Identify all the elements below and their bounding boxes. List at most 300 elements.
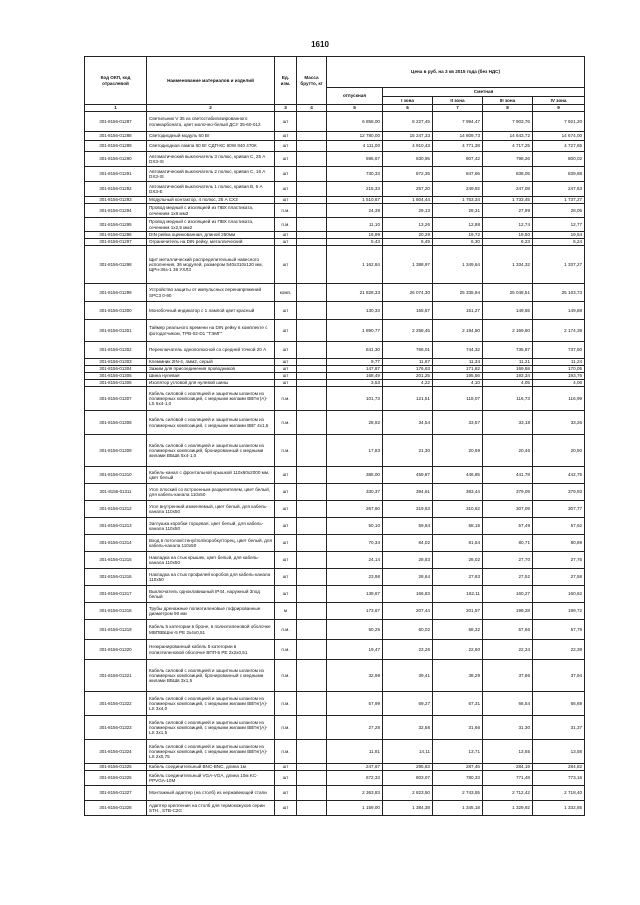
cell-mass <box>297 535 327 552</box>
cell-name: Кабель силовой с изоляцией и защитным шлангом из полимерных композиций, с медными жилами ВВГнг(А)-LS 3х1,5 <box>147 716 275 740</box>
table-row <box>85 141 585 152</box>
cell-name: Автоматический выключатель 2 полюс, кривая С, 16 A DX3-IS <box>147 167 275 182</box>
cell-name: Автоматический выключатель 1 полюс, кривая В, 6 А DX3-E <box>147 182 275 197</box>
table-row <box>85 435 585 467</box>
cell-release-price: 215,33 <box>327 182 383 197</box>
cell-code: 301-8156-01327 <box>85 786 147 801</box>
cell-zone2-price: 287,46 <box>433 764 483 771</box>
cell-code: 301-8156-01301 <box>85 320 147 342</box>
cell-code: 301-8156-01317 <box>85 586 147 603</box>
cell-name: Кабель силовой с изоляцией и защитным шлангом из полимерных композиций, с медными жилами ВВГнг(А)-LS 5х4-1,0 <box>147 387 275 411</box>
page-number: 1610 <box>311 40 329 49</box>
cell-unit: п.м. <box>275 435 297 467</box>
cell-zone2-price: 22,60 <box>433 640 483 660</box>
cell-zone3-price: 284,19 <box>483 764 533 771</box>
column-number: 5 <box>327 105 383 112</box>
cell-release-price: 6 858,00 <box>327 112 383 132</box>
cell-name: Неэкранированный кабель 5 категории в полиэтиленовой оболочке ВПП-5 PE 2х2х0,51 <box>147 640 275 660</box>
cell-unit: шт <box>275 586 297 603</box>
cell-unit: п.м. <box>275 660 297 692</box>
cell-zone3-price: 33,18 <box>483 411 533 435</box>
cell-zone2-price: 58,32 <box>433 620 483 640</box>
cell-name: Кабель-канал с фронтальной крышкой 110х60х2000 мм, цвет белый <box>147 467 275 484</box>
cell-zone1-price: 207,44 <box>383 603 433 620</box>
cell-zone2-price: 162,11 <box>433 586 483 603</box>
cell-zone1-price: 6,49 <box>383 239 433 246</box>
cell-mass <box>297 302 327 320</box>
table-row <box>85 380 585 387</box>
cell-unit: п.м. <box>275 620 297 640</box>
cell-zone4-price: 170,05 <box>533 366 585 373</box>
cell-zone4-price: 1 737,27 <box>533 197 585 204</box>
cell-zone2-price: 25 335,94 <box>433 284 483 302</box>
cell-zone1-price: 1 384,38 <box>383 801 433 816</box>
cell-zone1-price: 4,22 <box>383 380 433 387</box>
cell-zone3-price: 1 334,32 <box>483 246 533 284</box>
cell-release-price: 3,53 <box>327 380 383 387</box>
header-zone1: I зона <box>383 97 433 105</box>
cell-mass <box>297 197 327 204</box>
cell-code: 301-8156-01300 <box>85 302 147 320</box>
cell-release-price: 1 510,67 <box>327 197 383 204</box>
cell-unit: шт <box>275 182 297 197</box>
table-row <box>85 359 585 366</box>
table-row <box>85 320 585 342</box>
cell-name: Автоматический выключатель 3 полюс, кривая С, 25 A DX3-IS <box>147 152 275 167</box>
table-row <box>85 786 585 801</box>
cell-name: Накладка на стык крышек, цвет белый, для кабель-канала 110х50 <box>147 552 275 569</box>
table-row <box>85 411 585 435</box>
price-table <box>84 56 585 816</box>
cell-zone1-price: 21,30 <box>383 435 433 467</box>
table-row <box>85 197 585 204</box>
table-row <box>85 716 585 740</box>
cell-mass <box>297 112 327 132</box>
cell-release-price: 139,67 <box>327 586 383 603</box>
cell-code: 301-8156-01292 <box>85 182 147 197</box>
cell-code: 301-8156-01312 <box>85 501 147 518</box>
cell-zone4-price: 1 332,85 <box>533 801 585 816</box>
column-number: 6 <box>383 105 433 112</box>
cell-zone1-price: 176,63 <box>383 366 433 373</box>
table-body <box>85 112 585 816</box>
cell-zone4-price: 19,54 <box>533 232 585 239</box>
cell-zone3-price: 27,52 <box>483 569 533 586</box>
cell-zone4-price: 12,77 <box>533 218 585 232</box>
cell-release-price: 16,99 <box>327 232 383 239</box>
cell-code: 301-8156-01310 <box>85 467 147 484</box>
cell-zone3-price: 13,55 <box>483 740 533 764</box>
cell-zone2-price: 1 345,18 <box>433 801 483 816</box>
cell-zone2-price: 383,44 <box>433 484 483 501</box>
cell-code: 301-8156-01303 <box>85 359 147 366</box>
cell-unit: шт <box>275 467 297 484</box>
cell-release-price: 23,98 <box>327 569 383 586</box>
cell-code: 301-8156-01306 <box>85 380 147 387</box>
cell-name: Провод медный с изоляцией из ПВХ пластиката, сечением 1х2,5 мм2 <box>147 218 275 232</box>
cell-zone3-price: 199,28 <box>483 603 533 620</box>
cell-zone3-price: 57,66 <box>483 620 533 640</box>
cell-unit: шт <box>275 501 297 518</box>
cell-zone1-price: 166,83 <box>383 586 433 603</box>
cell-unit: шт <box>275 366 297 373</box>
cell-name: Выключатель одноклавишный IP44, наружный 3под белый <box>147 586 275 603</box>
cell-unit: шт <box>275 518 297 535</box>
cell-name: Светодиодный модуль 60 Вт <box>147 132 275 141</box>
cell-name: Кабель силовой с изоляцией и защитным шлангом из полимерных композиций, с медными жилами ВВГнг(А)-LS 3х4,0 <box>147 692 275 716</box>
cell-release-price: 2 363,83 <box>327 786 383 801</box>
cell-code: 301-8156-01294 <box>85 204 147 218</box>
cell-zone1-price: 11,67 <box>383 359 433 366</box>
table-row <box>85 801 585 816</box>
cell-release-price: 730,33 <box>327 167 383 182</box>
cell-zone4-price: 247,63 <box>533 182 585 197</box>
cell-mass <box>297 786 327 801</box>
column-number: 8 <box>483 105 533 112</box>
table-row <box>85 239 585 246</box>
cell-unit: шт <box>275 771 297 786</box>
cell-zone1-price: 830,95 <box>383 152 433 167</box>
table-row <box>85 771 585 786</box>
cell-mass <box>297 342 327 359</box>
cell-name: Кабель силовой с изоляцией и защитным шлангом из полимерных композиций, с медными жилами ВВГнг(А)-LS 2х0,75 <box>147 740 275 764</box>
cell-unit: шт <box>275 380 297 387</box>
cell-zone3-price: 771,48 <box>483 771 533 786</box>
cell-zone1-price: 766,01 <box>383 342 433 359</box>
cell-release-price: 330,37 <box>327 484 383 501</box>
cell-mass <box>297 518 327 535</box>
table-row <box>85 342 585 359</box>
cell-mass <box>297 716 327 740</box>
cell-zone4-price: 199,72 <box>533 603 585 620</box>
cell-zone4-price: 7 921,20 <box>533 112 585 132</box>
cell-zone4-price: 160,62 <box>533 586 585 603</box>
cell-unit: комп. <box>275 284 297 302</box>
cell-zone3-price: 27,99 <box>483 204 533 218</box>
cell-unit: м <box>275 603 297 620</box>
cell-zone3-price: 11,21 <box>483 359 533 366</box>
cell-mass <box>297 764 327 771</box>
cell-unit: п.м. <box>275 387 297 411</box>
cell-unit: шт <box>275 801 297 816</box>
cell-zone1-price: 257,20 <box>383 182 433 197</box>
cell-zone3-price: 379,09 <box>483 484 533 501</box>
cell-zone1-price: 803,07 <box>383 771 433 786</box>
cell-zone4-price: 839,88 <box>533 167 585 182</box>
cell-release-price: 32,99 <box>327 660 383 692</box>
cell-zone4-price: 4 727,65 <box>533 141 585 152</box>
cell-zone4-price: 193,76 <box>533 373 585 380</box>
cell-code: 301-8156-01302 <box>85 342 147 359</box>
cell-zone4-price: 800,02 <box>533 152 585 167</box>
cell-unit: шт <box>275 373 297 380</box>
cell-release-price: 50,25 <box>327 620 383 640</box>
cell-name: Угол плоский со встроенным разделителем, цвет белый, для кабель-канала 110х50 <box>147 484 275 501</box>
header-mass: Масса брутто, кг <box>297 57 327 105</box>
cell-code: 301-8156-01291 <box>85 167 147 182</box>
cell-code: 301-8156-01324 <box>85 740 147 764</box>
cell-zone3-price: 1 329,92 <box>483 801 533 816</box>
cell-zone4-price: 116,99 <box>533 387 585 411</box>
cell-release-price: 385,00 <box>327 467 383 484</box>
cell-zone2-price: 28,02 <box>433 552 483 569</box>
cell-code: 301-8156-01309 <box>85 435 147 467</box>
cell-zone2-price: 33,57 <box>433 411 483 435</box>
cell-zone4-price: 442,75 <box>533 467 585 484</box>
cell-unit: шт <box>275 239 297 246</box>
cell-mass <box>297 167 327 182</box>
cell-release-price: 19,47 <box>327 640 383 660</box>
cell-zone1-price: 32,58 <box>383 716 433 740</box>
cell-zone3-price: 169,68 <box>483 366 533 373</box>
cell-code: 301-8156-01326 <box>85 771 147 786</box>
cell-zone2-price: 249,92 <box>433 182 483 197</box>
cell-zone3-price: 19,50 <box>483 232 533 239</box>
cell-code: 301-8156-01319 <box>85 620 147 640</box>
cell-mass <box>297 620 327 640</box>
cell-release-price: 57,99 <box>327 692 383 716</box>
cell-zone2-price: 2 194,50 <box>433 320 483 342</box>
column-number: 9 <box>533 105 585 112</box>
cell-mass <box>297 692 327 716</box>
cell-zone3-price: 160,27 <box>483 586 533 603</box>
table-row <box>85 764 585 771</box>
cell-zone2-price: 38,29 <box>433 660 483 692</box>
table-row <box>85 302 585 320</box>
cell-mass <box>297 552 327 569</box>
cell-mass <box>297 373 327 380</box>
cell-zone4-price: 27,76 <box>533 552 585 569</box>
table-row <box>85 640 585 660</box>
cell-code: 301-8156-01296 <box>85 232 147 239</box>
cell-mass <box>297 204 327 218</box>
cell-code: 301-8156-01295 <box>85 218 147 232</box>
cell-zone3-price: 838,05 <box>483 167 533 182</box>
header-unit: Ед. изм. <box>275 57 297 105</box>
cell-zone2-price: 6,30 <box>433 239 483 246</box>
cell-zone2-price: 1 349,64 <box>433 246 483 284</box>
cell-zone4-price: 4,06 <box>533 380 585 387</box>
cell-zone2-price: 12,88 <box>433 218 483 232</box>
cell-code: 301-8156-01307 <box>85 387 147 411</box>
cell-zone4-price: 11,24 <box>533 359 585 366</box>
cell-zone2-price: 195,56 <box>433 373 483 380</box>
cell-zone1-price: 34,54 <box>383 411 433 435</box>
cell-zone2-price: 13,71 <box>433 740 483 764</box>
cell-zone1-price: 20,29 <box>383 232 433 239</box>
cell-release-price: 4 111,00 <box>327 141 383 152</box>
cell-zone4-price: 80,89 <box>533 535 585 552</box>
cell-zone3-price: 193,34 <box>483 373 533 380</box>
cell-unit: шт <box>275 320 297 342</box>
column-number: 1 <box>85 105 147 112</box>
table-row <box>85 552 585 569</box>
cell-code: 301-8156-01305 <box>85 373 147 380</box>
cell-unit: шт <box>275 535 297 552</box>
cell-code: 301-8156-01315 <box>85 552 147 569</box>
cell-zone3-price: 20,46 <box>483 435 533 467</box>
cell-zone2-price: 780,33 <box>433 771 483 786</box>
cell-zone3-price: 66,54 <box>483 692 533 716</box>
cell-name: Кабель силовой с изоляцией и защитным шлангом из полимерных композиций, бронированный с медными жилами ВБШв 5х4-1,0 <box>147 435 275 467</box>
table-row <box>85 152 585 167</box>
table-row <box>85 284 585 302</box>
price-table-sheet <box>84 56 584 816</box>
cell-zone3-price: 735,87 <box>483 342 533 359</box>
cell-release-price: 9,77 <box>327 359 383 366</box>
cell-zone3-price: 2 712,42 <box>483 786 533 801</box>
cell-release-price: 12 780,00 <box>327 132 383 141</box>
cell-code: 301-8156-01293 <box>85 197 147 204</box>
cell-zone4-price: 25 103,73 <box>533 284 585 302</box>
cell-zone3-price: 798,26 <box>483 152 533 167</box>
cell-release-price: 11,81 <box>327 740 383 764</box>
header-name: Наименование материалов и изделий <box>147 57 275 105</box>
cell-name: Заглушка коробки торцевая, цвет белый, для кабель-канала 110х50 <box>147 518 275 535</box>
cell-mass <box>297 801 327 816</box>
cell-code: 301-8156-01325 <box>85 764 147 771</box>
header-estimate: Сметная <box>383 88 585 97</box>
cell-zone3-price: 37,86 <box>483 660 533 692</box>
cell-release-price: 17,83 <box>327 435 383 467</box>
cell-release-price: 147,87 <box>327 366 383 373</box>
cell-zone2-price: 58,15 <box>433 518 483 535</box>
cell-unit: шт <box>275 246 297 284</box>
cell-unit: шт <box>275 167 297 182</box>
table-row <box>85 387 585 411</box>
cell-zone1-price: 14,11 <box>383 740 433 764</box>
cell-name: Кабель соединительный BNC-BNC, длина 1м <box>147 764 275 771</box>
cell-mass <box>297 232 327 239</box>
cell-release-price: 70,34 <box>327 535 383 552</box>
cell-unit: шт <box>275 132 297 141</box>
cell-name: Изолятор угловой для нулевой шины <box>147 380 275 387</box>
column-number-row <box>85 105 585 112</box>
cell-zone2-price: 19,72 <box>433 232 483 239</box>
cell-mass <box>297 640 327 660</box>
cell-zone1-price: 28,64 <box>383 569 433 586</box>
cell-release-price: 247,67 <box>327 764 383 771</box>
table-row <box>85 535 585 552</box>
cell-zone3-price: 22,34 <box>483 640 533 660</box>
cell-name: Провод медный с изоляцией из ПВХ пластиката, сечением 1х6 мм2 <box>147 204 275 218</box>
cell-name: Шина нулевая <box>147 373 275 380</box>
cell-zone4-price: 14 674,00 <box>533 132 585 141</box>
header-zone4: IV зона <box>533 97 585 105</box>
cell-zone2-price: 28,31 <box>433 204 483 218</box>
cell-name: Кабель силовой с изоляцией и защитным шлангом из полимерных композиций, с медными жилами ВВГ 4х1,5 <box>147 411 275 435</box>
cell-unit: п.м. <box>275 640 297 660</box>
cell-name: Зажим для присоединения проводников <box>147 366 275 373</box>
cell-mass <box>297 132 327 141</box>
cell-zone2-price: 67,31 <box>433 692 483 716</box>
cell-unit: шт <box>275 786 297 801</box>
cell-name: Кабель соединительный VGA-VGA, длина 10м KC-PPVGA-10M <box>147 771 275 786</box>
cell-name: Щит металлический распределительный навесного исполнения, 36 модулей, размером 540х310х120 мм, ЩРн-36з-1 36 УХЛ3 <box>147 246 275 284</box>
table-row <box>85 518 585 535</box>
cell-zone3-price: 25 048,51 <box>483 284 533 302</box>
cell-zone1-price: 8 227,45 <box>383 112 433 132</box>
cell-zone3-price: 57,49 <box>483 518 533 535</box>
cell-release-price: 27,28 <box>327 716 383 740</box>
header-zone2: II зона <box>433 97 483 105</box>
cell-zone1-price: 121,51 <box>383 387 433 411</box>
table-row <box>85 467 585 484</box>
cell-code: 301-8156-01290 <box>85 152 147 167</box>
cell-release-price: 24,14 <box>327 552 383 569</box>
cell-mass <box>297 484 327 501</box>
cell-unit: шт <box>275 152 297 167</box>
cell-mass <box>297 359 327 366</box>
cell-zone2-price: 807,42 <box>433 152 483 167</box>
cell-zone1-price: 394,61 <box>383 484 433 501</box>
cell-release-price: 11,10 <box>327 218 383 232</box>
cell-unit: шт <box>275 112 297 132</box>
cell-zone4-price: 379,93 <box>533 484 585 501</box>
cell-release-price: 1 162,84 <box>327 246 383 284</box>
cell-zone2-price: 20,69 <box>433 435 483 467</box>
table-row <box>85 167 585 182</box>
cell-zone4-price: 149,88 <box>533 302 585 320</box>
table-row <box>85 182 585 197</box>
cell-zone4-price: 33,26 <box>533 411 585 435</box>
header-price-title: Цена в руб. на 3 кв 2015 года (без НДС) <box>327 57 585 88</box>
table-row <box>85 603 585 620</box>
table-row <box>85 569 585 586</box>
cell-zone2-price: 7 994,47 <box>433 112 483 132</box>
cell-mass <box>297 603 327 620</box>
cell-code: 301-8156-01299 <box>85 284 147 302</box>
cell-zone2-price: 4 771,38 <box>433 141 483 152</box>
table-row <box>85 204 585 218</box>
cell-release-price: 101,73 <box>327 387 383 411</box>
cell-release-price: 168,49 <box>327 373 383 380</box>
cell-zone1-price: 2 258,45 <box>383 320 433 342</box>
cell-zone1-price: 29,13 <box>383 204 433 218</box>
cell-mass <box>297 771 327 786</box>
cell-zone2-price: 1 753,34 <box>433 197 483 204</box>
cell-mass <box>297 366 327 373</box>
cell-mass <box>297 284 327 302</box>
cell-zone3-price: 27,70 <box>483 552 533 569</box>
cell-zone2-price: 201,57 <box>433 603 483 620</box>
cell-name: Таймер реального времени на DIN рейку в комплекте с фотодатчиком, TPB-02-D1 "ТЭМГ" <box>147 320 275 342</box>
cell-zone4-price: 27,58 <box>533 569 585 586</box>
cell-zone4-price: 307,77 <box>533 501 585 518</box>
cell-zone2-price: 744,32 <box>433 342 483 359</box>
cell-zone1-price: 201,25 <box>383 373 433 380</box>
cell-unit: п.м. <box>275 692 297 716</box>
cell-zone1-price: 4 910,43 <box>383 141 433 152</box>
table-row <box>85 501 585 518</box>
column-number: 4 <box>297 105 327 112</box>
cell-code: 301-8156-01297 <box>85 239 147 246</box>
cell-zone4-price: 2 174,39 <box>533 320 585 342</box>
cell-zone4-price: 773,16 <box>533 771 585 786</box>
cell-zone1-price: 39,41 <box>383 660 433 692</box>
cell-unit: п.м. <box>275 411 297 435</box>
cell-code: 301-8156-01316 <box>85 569 147 586</box>
cell-zone4-price: 6,24 <box>533 239 585 246</box>
cell-zone1-price: 84,02 <box>383 535 433 552</box>
cell-zone4-price: 57,79 <box>533 620 585 640</box>
cell-release-price: 641,30 <box>327 342 383 359</box>
cell-mass <box>297 467 327 484</box>
cell-release-price: 672,33 <box>327 771 383 786</box>
table-row <box>85 112 585 132</box>
column-number: 3 <box>275 105 297 112</box>
cell-name: Модульный контактор, 4 полюс, 25 A CX3 <box>147 197 275 204</box>
